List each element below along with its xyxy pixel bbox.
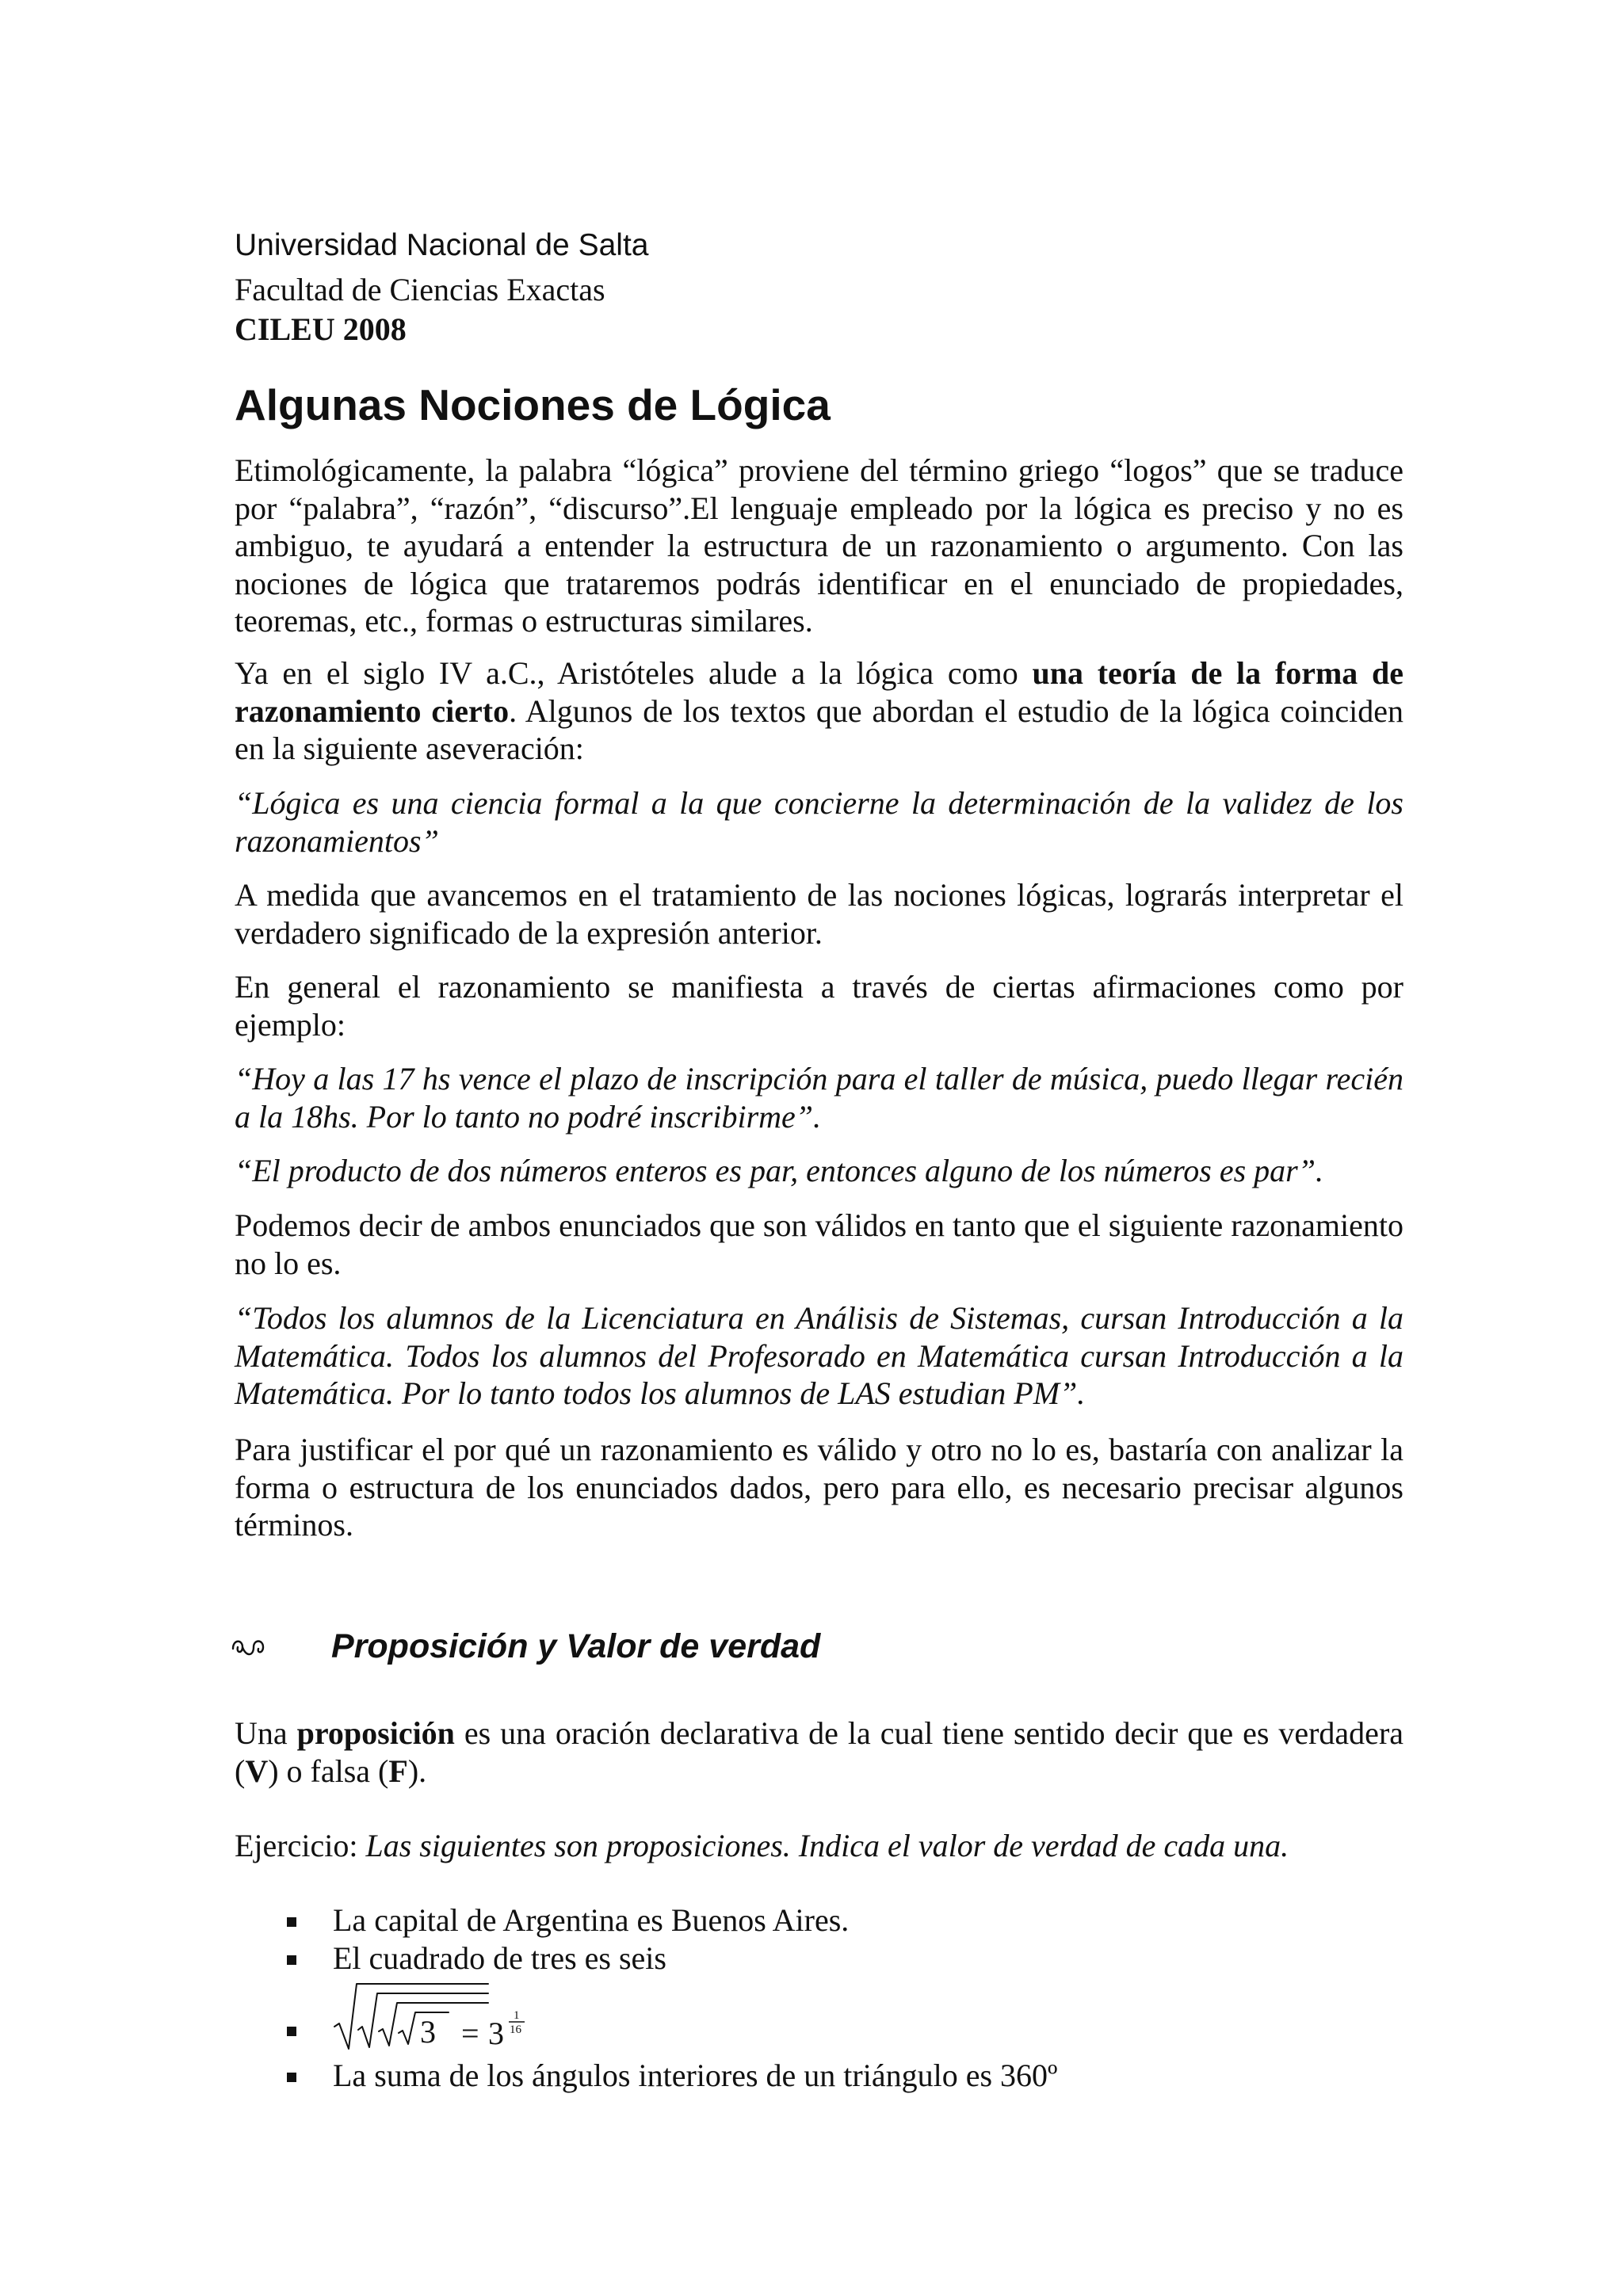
exponent-numerator: 1: [514, 2009, 520, 2022]
paragraph-progress: A medida que avancemos en el tratamiento de las nociones lógicas, lograrás interpretar el verdadero significado de la expresión anterior.: [235, 877, 1403, 951]
university-name: Universidad Nacional de Salta: [235, 228, 649, 262]
list-item-text: La suma de los ángulos interiores de un triángulo es 360º: [333, 2058, 1058, 2093]
proposition-list: [284, 1901, 1393, 2095]
definition-text-4: ).: [407, 1753, 427, 1789]
definition-proposition: [235, 1714, 1403, 1790]
definition-true: V: [245, 1753, 269, 1789]
paragraph-etymology: Etimológicamente, la palabra “lógica” proviene del término griego “logos” que se traduce por “palabra”, “razón”, “discurso”.El lenguaje empleado por la lógica es preciso y no es ambiguo, te ayudará a entender la estructura de un razonamiento o argumento. Con las nociones de lógica que trataremos podrás identificar en el enunciado de propiedades, teoremas, etc., formas o estructuras similares.: [235, 452, 1403, 639]
exercise-instruction: [235, 1827, 1403, 1865]
paragraph-aristotle-start: Ya en el siglo IV a.C., Aristóteles alude a la lógica como: [235, 655, 1033, 691]
exponent-denominator: 16: [510, 2023, 521, 2036]
definition-false: F: [388, 1753, 408, 1789]
quote-even-product: “El producto de dos números enteros es par, entonces alguno de los números es par”.: [235, 1153, 1323, 1188]
definition-term: proposición: [296, 1715, 455, 1751]
radicand: 3: [420, 2014, 436, 2050]
nested-root-equation: [333, 1981, 539, 2052]
exercise-text: Las siguientes son proposiciones. Indica el valor de verdad de cada una.: [365, 1828, 1289, 1863]
quote-students: “Todos los alumnos de la Licenciatura en Análisis de Sistemas, cursan Introducción a la Matemática. Todos los alumnos del Profesorado en Matemática cursan Introducción a la Matemática. Por lo tanto todos los alumnos de LAS estudian PM”.: [235, 1300, 1403, 1411]
list-item-text: La capital de Argentina es Buenos Aires.: [333, 1902, 850, 1938]
power-base: 3: [488, 2016, 504, 2051]
list-item: [284, 1901, 1393, 1939]
paragraph-justify: Para justificar el por qué un razonamiento es válido y otro no lo es, bastaría con analizar la forma o estructura de los enunciados dados, pero para ello, es necesario precisar algunos términos.: [235, 1432, 1403, 1543]
paragraph-aristotle-end: . Algunos de los textos que abordan el estudio de la lógica coinciden en la siguiente aseveración:: [235, 692, 1404, 766]
faculty-name: Facultad de Ciencias Exactas: [235, 272, 605, 307]
paragraph-validity: Podemos decir de ambos enunciados que son válidos en tanto que el siguiente razonamiento no lo es.: [235, 1207, 1403, 1281]
definition-text-2: es una oración declarativa de la cual tiene sentido decir que es verdadera (: [235, 1715, 1404, 1789]
quote-logic-definition: “Lógica es una ciencia formal a la que concierne la determinación de la validez de los razonamientos”: [235, 785, 1403, 859]
paragraph-aristotle: [235, 654, 1403, 768]
list-item: [284, 1978, 1393, 2057]
list-item: [284, 2057, 1393, 2095]
bullet-square-icon: [287, 2027, 296, 2036]
paragraph-reasoning: En general el razonamiento se manifiesta a través de ciertas afirmaciones como por ejemplo:: [235, 969, 1403, 1043]
paragraph-aristotle-bold: una teoría de la forma de razonamiento cierto: [235, 655, 1403, 729]
bullet-square-icon: [287, 2073, 296, 2082]
page-title: Algunas Nociones de Lógica: [235, 380, 831, 429]
section-title: Proposición y Valor de verdad: [331, 1627, 821, 1665]
quote-music-workshop: “Hoy a las 17 hs vence el plazo de inscripción para el taller de música, puedo llegar recién a la 18hs. Por lo tanto no podré inscribirme”.: [235, 1061, 1403, 1135]
list-item-text: El cuadrado de tres es seis: [333, 1940, 666, 1976]
definition-text-1: Una: [235, 1715, 297, 1751]
bullet-square-icon: [287, 1917, 296, 1927]
equals-sign: =: [461, 2016, 479, 2051]
definition-text-3: ) o falsa (: [268, 1753, 389, 1789]
bullet-square-icon: [287, 1955, 296, 1965]
exercise-label: Ejercicio:: [235, 1828, 366, 1863]
program-name: CILEU 2008: [235, 311, 407, 347]
scroll-flourish-icon: [230, 1634, 271, 1658]
list-item: [284, 1939, 1393, 1978]
